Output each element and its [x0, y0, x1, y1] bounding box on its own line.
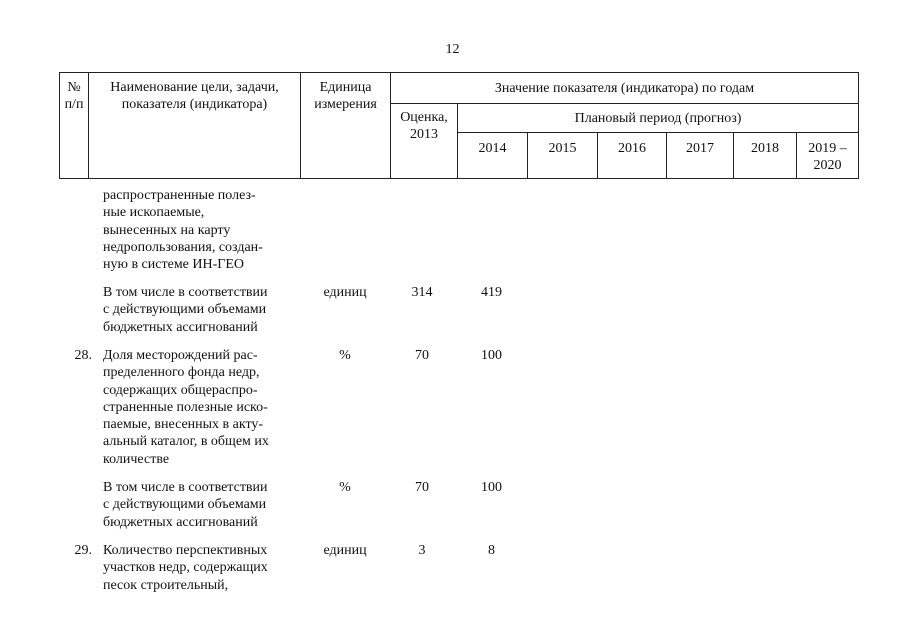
row-value-2013: 314	[411, 285, 433, 300]
header-col-estimate: Оценка, 2013	[391, 104, 458, 179]
header-col-values: Значение показателя (индикатора) по годам	[391, 73, 859, 104]
row-value-2014: 100	[481, 348, 502, 363]
header-year-2019-2020: 2019 – 2020	[797, 133, 859, 179]
row-unit: %	[339, 480, 351, 495]
row-number: 29.	[74, 543, 92, 558]
header-year-2016: 2016	[598, 133, 667, 179]
row-unit: %	[339, 348, 351, 363]
row-name: Количество перспективных участков недр, содержащих песок строительный,	[103, 543, 268, 593]
header-year-2017: 2017	[667, 133, 734, 179]
row-value-2014: 100	[481, 480, 502, 495]
header-col-num: № п/п	[60, 73, 89, 179]
row-value-2013: 70	[415, 348, 429, 363]
header-col-name: Наименование цели, задачи, показателя (индикатора)	[89, 73, 301, 179]
header-col-plan: Плановый период (прогноз)	[458, 104, 859, 133]
row-value-2014: 8	[488, 543, 495, 558]
row-number: 28.	[74, 348, 92, 363]
row-name: В том числе в соответствии с действующими объемами бюджетных ассигнований	[103, 285, 268, 335]
header-year-2015: 2015	[528, 133, 598, 179]
row-name: В том числе в соответствии с действующими объемами бюджетных ассигнований	[103, 480, 268, 530]
row-value-2013: 70	[415, 480, 429, 495]
header-year-2014: 2014	[458, 133, 528, 179]
row-name: Доля месторождений рас- пределенного фонда недр, содержащих общераспро- страненные полезные иско- паемые, внесенных в акту- альный каталог, в общем их количестве	[103, 348, 269, 467]
row-name: распространенные полез- ные ископаемые, вынесенных на карту недропользования, создан- ную в системе ИН-ГЕО	[103, 188, 263, 273]
row-value-2013: 3	[418, 543, 426, 558]
header-year-2018: 2018	[734, 133, 797, 179]
page-number: 12	[445, 42, 460, 57]
row-unit: единиц	[323, 285, 367, 300]
row-unit: единиц	[323, 543, 367, 558]
header-col-unit: Единица измерения	[301, 73, 391, 179]
row-value-2014: 419	[481, 285, 502, 300]
